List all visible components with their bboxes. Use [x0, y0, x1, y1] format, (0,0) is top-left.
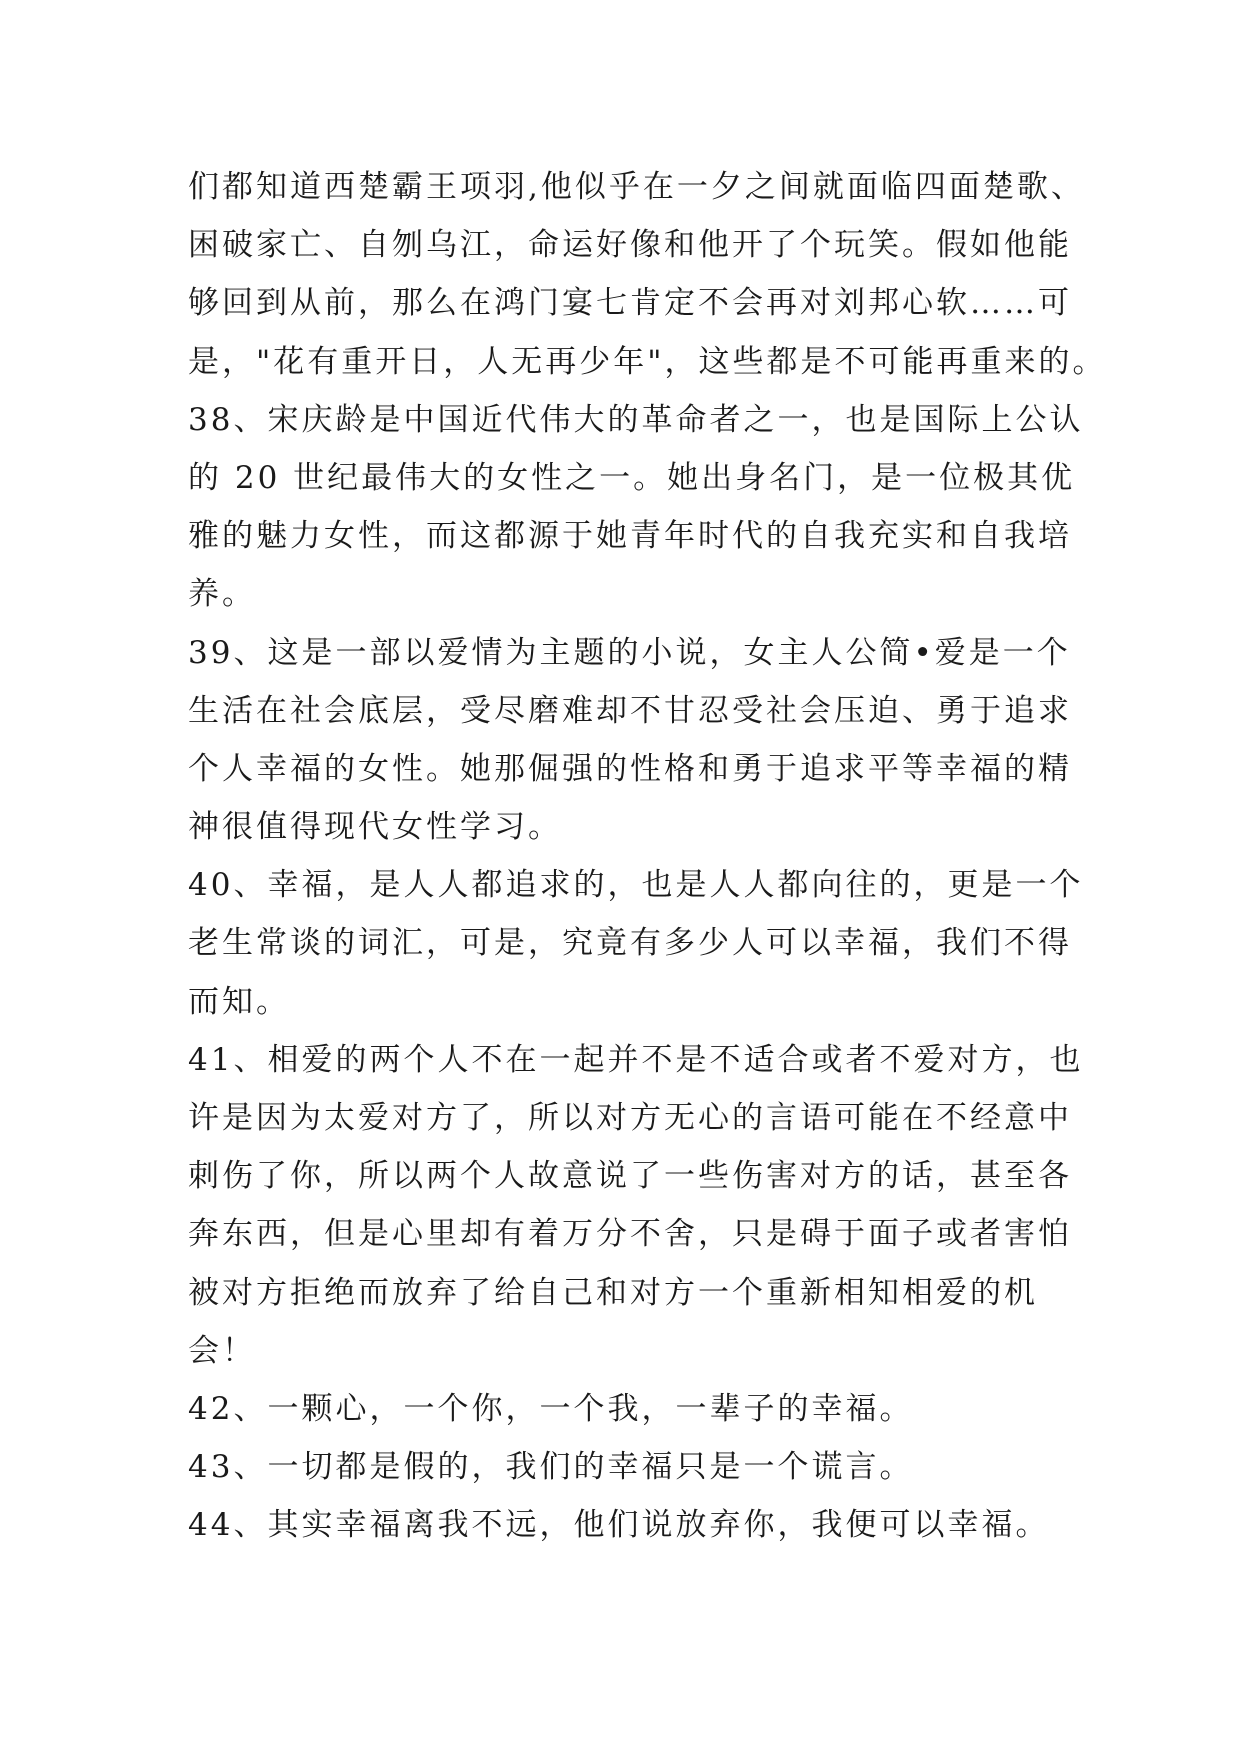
text-line: 40、幸福，是人人都追求的，也是人人都向往的，更是一个	[188, 867, 1084, 904]
text-line: 被对方拒绝而放弃了给自己和对方一个重新相知相爱的机	[188, 1274, 1038, 1311]
text-line: 是，"花有重开日，人无再少年"，这些都是不可能再重来的。	[188, 343, 1107, 380]
text-line: 42、一颗心，一个你，一个我，一辈子的幸福。	[188, 1390, 914, 1427]
text-line: 而知。	[188, 983, 290, 1020]
text-line: 养。	[188, 576, 256, 613]
text-line: 38、宋庆龄是中国近代伟大的革命者之一，也是国际上公认	[188, 401, 1084, 438]
text-line: 神很值得现代女性学习。	[188, 809, 562, 846]
text-line: 会！	[188, 1332, 256, 1369]
text-line: 39、这是一部以爱情为主题的小说，女主人公简•爱是一个	[188, 634, 1071, 671]
text-line: 44、其实幸福离我不远，他们说放弃你，我便可以幸福。	[188, 1507, 1050, 1544]
text-line: 够回到从前，那么在鸿门宴七肯定不会再对刘邦心软……可	[188, 285, 1072, 322]
text-line: 奔东西，但是心里却有着万分不舍，只是碍于面子或者害怕	[188, 1216, 1072, 1253]
text-line: 困破家亡、自刎乌江，命运好像和他开了个玩笑。假如他能	[188, 227, 1072, 264]
text-line: 个人幸福的女性。她那倔强的性格和勇于追求平等幸福的精	[188, 750, 1072, 787]
text-line: 老生常谈的词汇，可是，究竟有多少人可以幸福，我们不得	[188, 925, 1072, 962]
text-line: 41、相爱的两个人不在一起并不是不适合或者不爱对方，也	[188, 1041, 1084, 1078]
text-line: 生活在社会底层，受尽磨难却不甘忍受社会压迫、勇于追求	[188, 692, 1072, 729]
text-line: 刺伤了你，所以两个人故意说了一些伤害对方的话，甚至各	[188, 1158, 1072, 1195]
text-line: 43、一切都是假的，我们的幸福只是一个谎言。	[188, 1449, 914, 1486]
text-line: 们都知道西楚霸王项羽,他似乎在一夕之间就面临四面楚歌、	[188, 169, 1085, 205]
text-line: 的 20 世纪最伟大的女性之一。她出身名门，是一位极其优	[188, 459, 1076, 496]
text-line: 雅的魅力女性，而这都源于她青年时代的自我充实和自我培	[188, 518, 1072, 555]
text-line: 许是因为太爱对方了，所以对方无心的言语可能在不经意中	[188, 1100, 1072, 1136]
document-body	[188, 158, 1107, 1555]
